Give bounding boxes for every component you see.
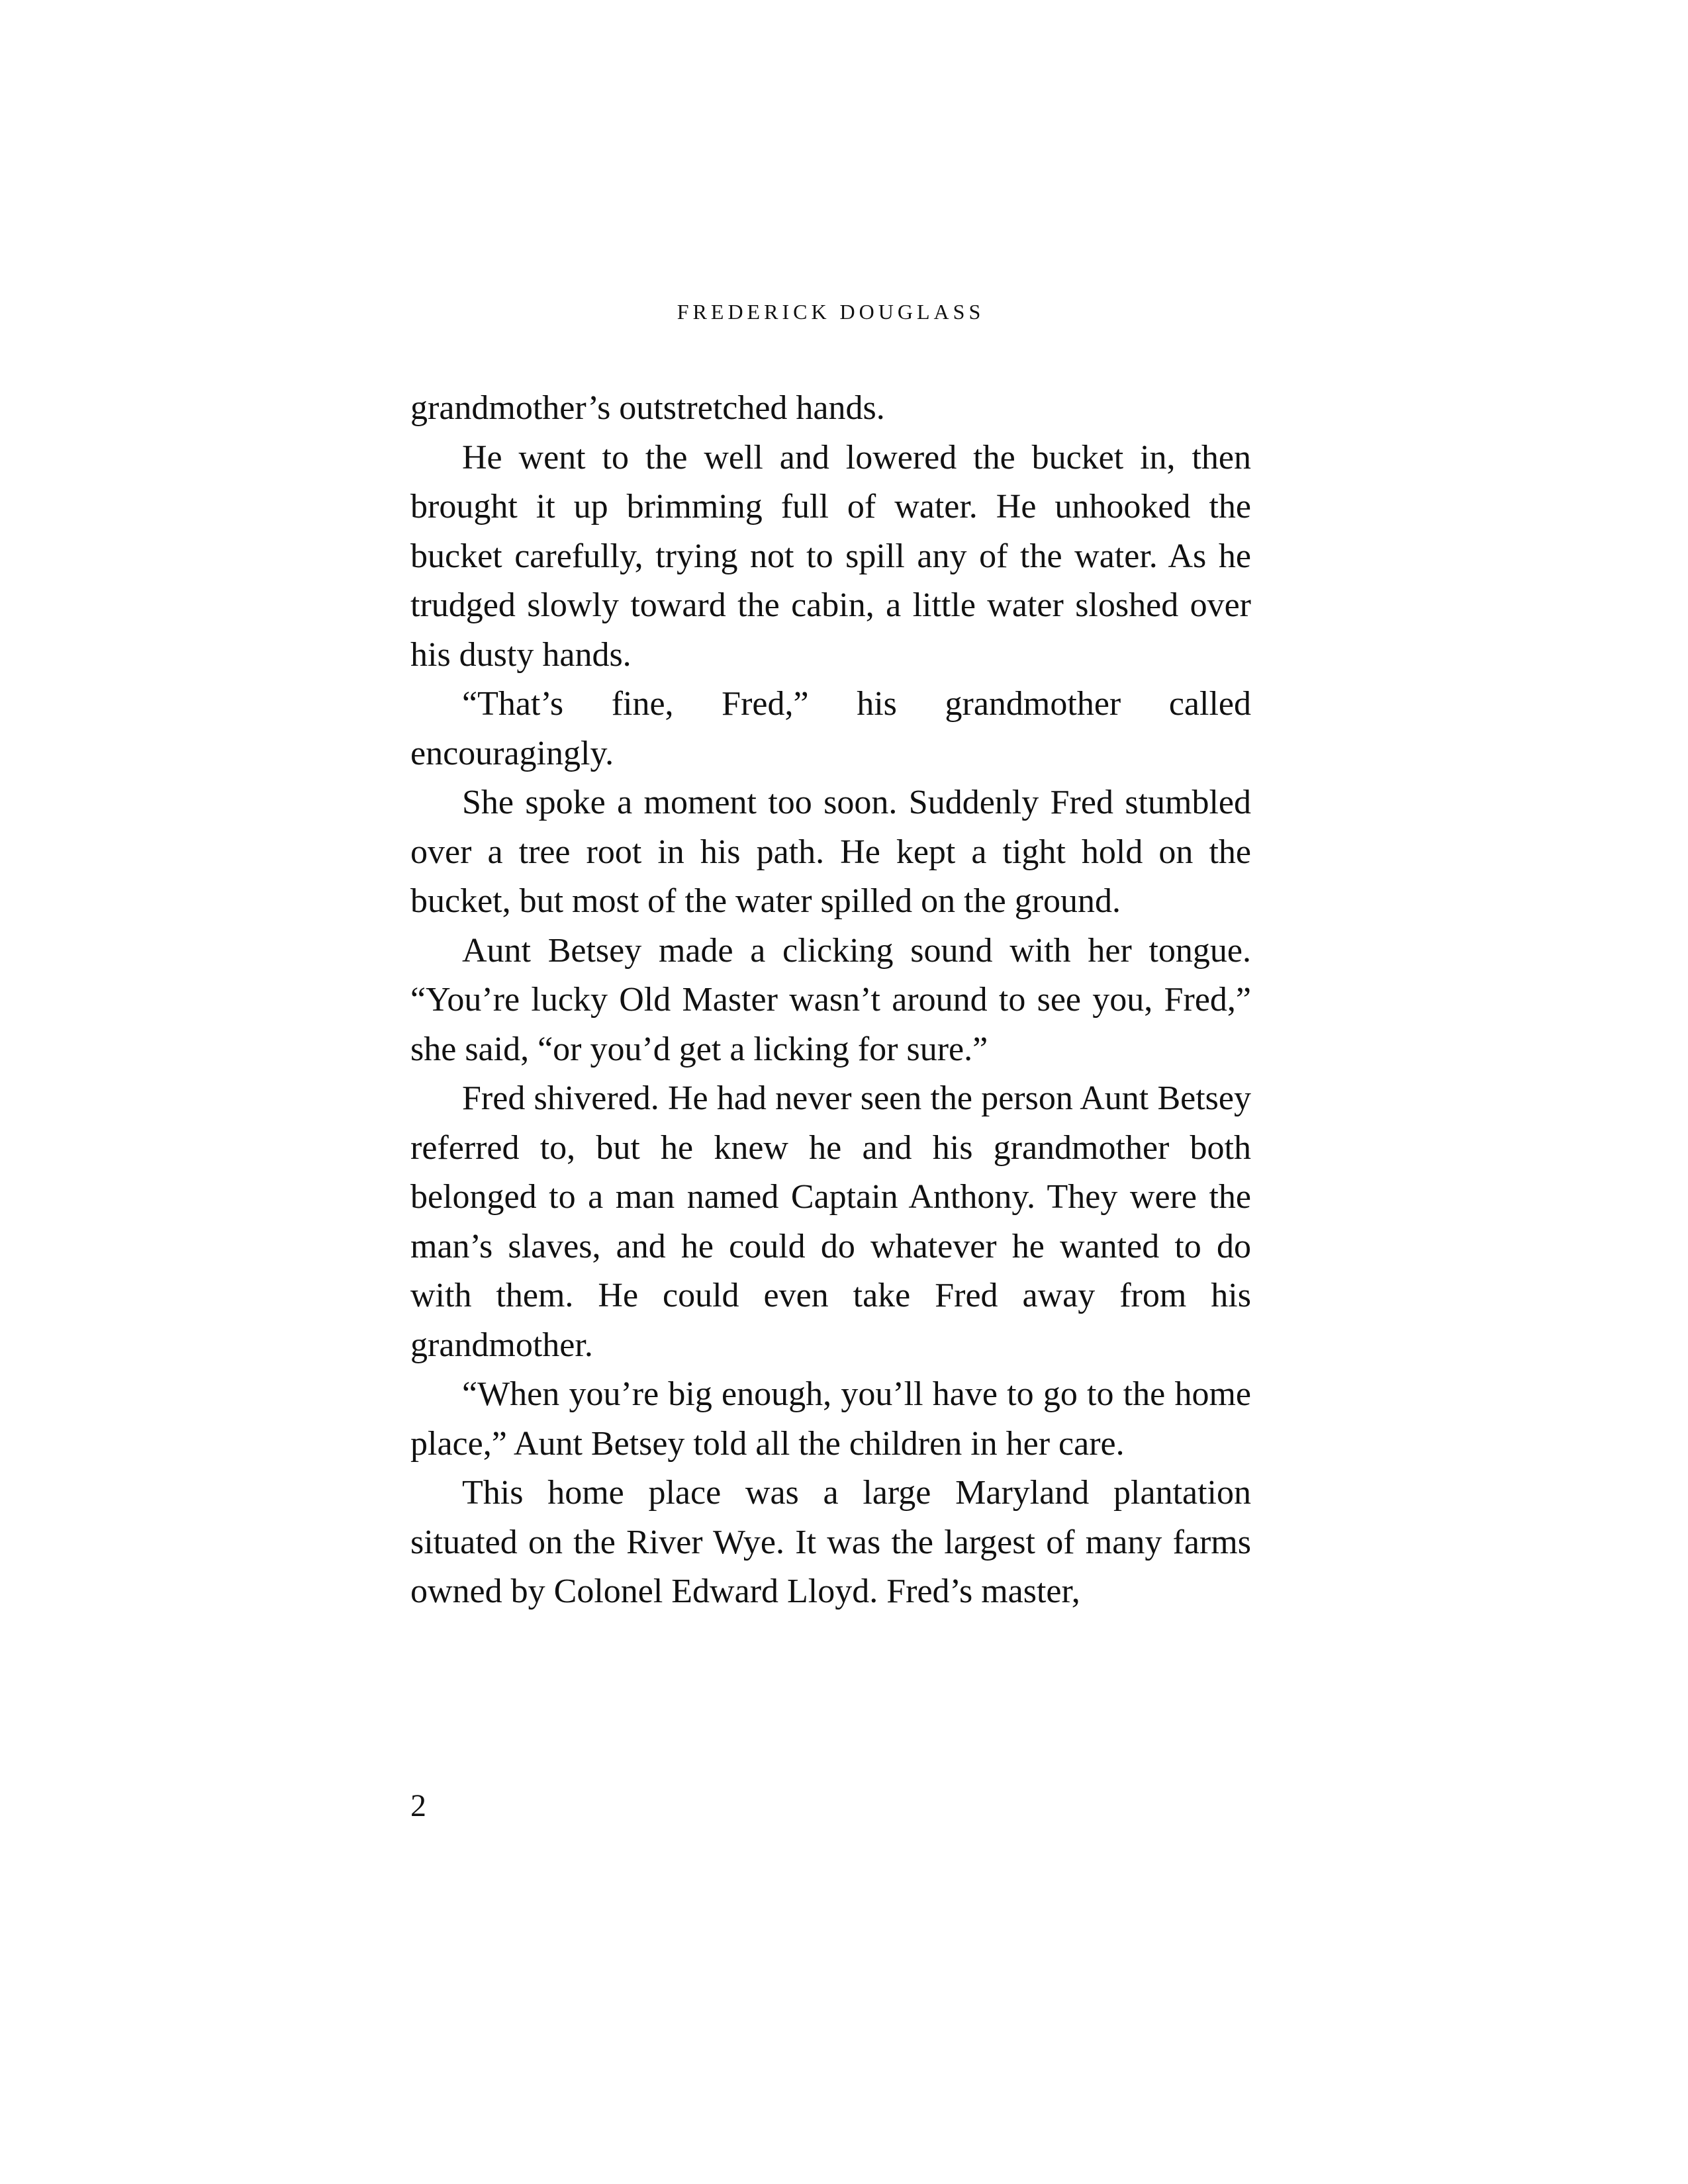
paragraph: Fred shivered. He had never seen the person Aunt Betsey referred to, but he knew he and his grandmother both belonged to a man named Captain Anthony. They were the man’s slaves, and he could do whatever he wanted to do with them. He could even take Fred away from his grandmother. [410, 1079, 1251, 1364]
body-text [410, 384, 1251, 1617]
paragraph: He went to the well and lowered the bucket in, then brought it up brimming full of water. He unhooked the bucket carefully, trying not to spill any of the water. As he trudged slowly toward the cabin, a little water sloshed over his dusty hands. [410, 438, 1251, 674]
paragraph: She spoke a moment too soon. Suddenly Fred stumbled over a tree root in his path. He kept a tight hold on the bucket, but most of the water spilled on the ground. [410, 784, 1251, 920]
paragraph-continuation: grandmother’s outstretched hands. [410, 389, 885, 427]
paragraph: “That’s fine, Fred,” his grandmother called encouragingly. [410, 685, 1251, 772]
paragraph: “When you’re big enough, you’ll have to go to the home place,” Aunt Betsey told all the children in her care. [410, 1375, 1251, 1463]
page-number: 2 [410, 1788, 426, 1823]
paragraph: This home place was a large Maryland plantation situated on the River Wye. It was the largest of many farms owned by Colonel Edward Lloyd. Fred’s master, [410, 1474, 1251, 1610]
running-head: FREDERICK DOUGLASS [677, 300, 985, 324]
paragraph: Aunt Betsey made a clicking sound with her tongue. “You’re lucky Old Master wasn’t around to see you, Fred,” she said, “or you’d get a licking for sure.” [410, 931, 1251, 1068]
